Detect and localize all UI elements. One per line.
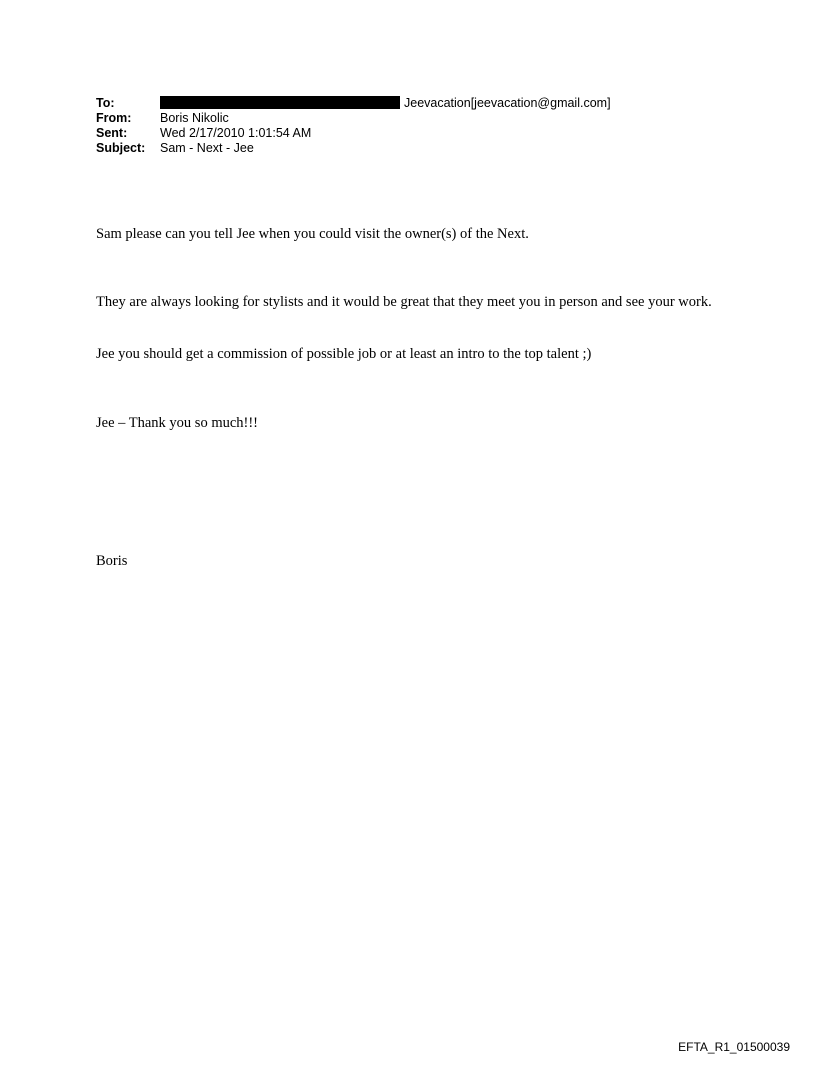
to-address: Jeevacation[jeevacation@gmail.com] xyxy=(404,96,611,110)
sent-label: Sent: xyxy=(96,126,128,140)
from-row xyxy=(96,111,611,126)
to-value xyxy=(160,96,611,111)
subject-label: Subject: xyxy=(96,141,146,155)
from-value: Boris Nikolic xyxy=(160,111,229,125)
sent-row xyxy=(96,126,611,141)
body-paragraph-3: Jee you should get a commission of possible job or at least an intro to the top talent ;) xyxy=(96,346,592,362)
from-label: From: xyxy=(96,111,132,125)
document-id: EFTA_R1_01500039 xyxy=(678,1040,790,1054)
redaction-block xyxy=(160,96,400,109)
to-label: To: xyxy=(96,96,115,110)
subject-row xyxy=(96,141,611,156)
subject-value: Sam - Next - Jee xyxy=(160,141,254,155)
body-paragraph-4: Jee – Thank you so much!!! xyxy=(96,415,259,431)
to-row xyxy=(96,96,611,111)
sent-value: Wed 2/17/2010 1:01:54 AM xyxy=(160,126,312,140)
signature: Boris xyxy=(96,553,128,569)
body-paragraph-2: They are always looking for stylists and it would be great that they meet you in person and see your work. xyxy=(96,294,712,310)
body-paragraph-1: Sam please can you tell Jee when you could visit the owner(s) of the Next. xyxy=(96,226,529,242)
email-header xyxy=(96,96,611,156)
